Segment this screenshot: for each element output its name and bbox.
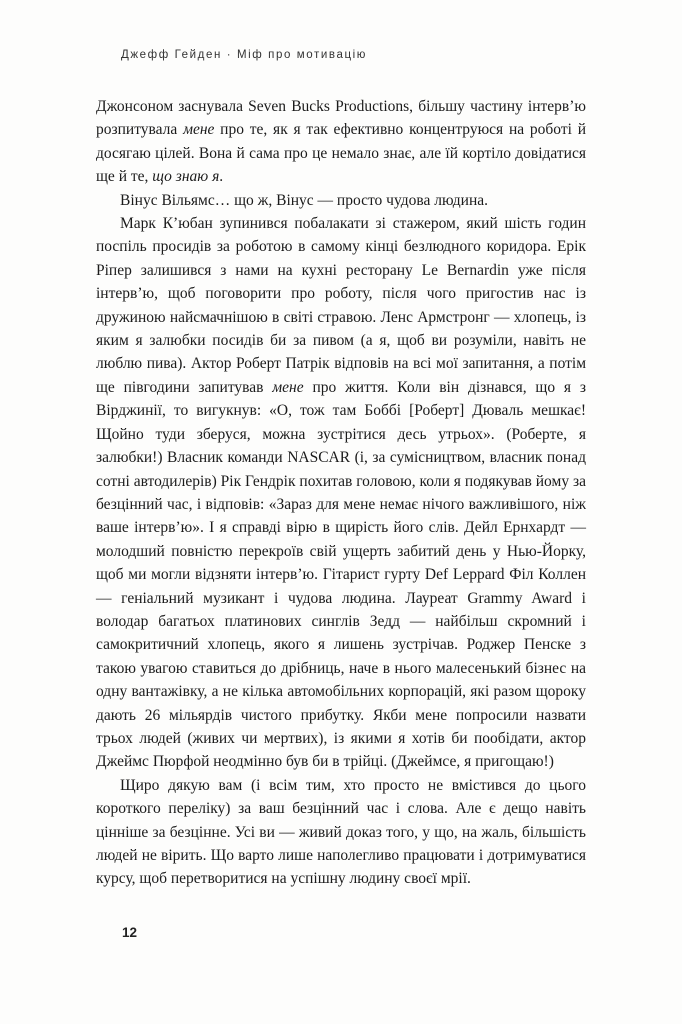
text-run: про те, як я так ефективно концентруюся на роботі й досягаю цілей. Вона й сама про це немало знає, але їй кортіло довідатися ще й те, xyxy=(96,121,586,186)
paragraph xyxy=(96,95,586,189)
text-run: Марк К’юбан зупинився побалакати зі стажером, який шість годин поспіль просидів за роботою в самому кінці безлюдного коридора. Ерік Ріпер залишився з нами на кухні ресторану Le Bernardin уже після інтерв’ю, щоб поговорити про роботу, після чого пригостив нас із дружиною найсмачнішою в світі стравою. Ленс Армстронг — хлопець, із яким я залюбки посидів би за пивом (а я, щоб ви розуміли, навіть не люблю пива). Актор Роберт Патрік відповів на всі мої запитання, а потім ще півгодини запитував xyxy=(96,215,586,396)
page-number-text: 12 xyxy=(122,925,138,940)
text-run: Щиро дякую вам (і всім тим, хто просто не вмістився до цього короткого переліку) за ваш безцінний час і слова. Але є дещо навіть цінніше за безцінне. Усі ви — живий доказ того, у що, на жаль, більшість людей не вірить. Що варто лише наполегливо працювати і дотримуватися курсу, щоб перетворитися на успішну людину своєї мрії. xyxy=(96,776,586,888)
text-run: Вінус Вільямс… що ж, Вінус — просто чудова людина. xyxy=(120,191,489,209)
italic-text-run: мене xyxy=(183,121,215,139)
text-run: . xyxy=(219,168,224,186)
italic-text-run: що знаю я xyxy=(152,168,220,186)
paragraph xyxy=(96,774,586,891)
running-header-text: Джефф Гейден · Міф про мотивацію xyxy=(121,49,368,61)
text-run: про життя. Коли він дізнався, що я з Вірджинії, то вигукнув: «О, тож там Боббі [Роберт] Дюваль мешкає! Щойно туди зберуся, можна зустрітися десь утрьох». (Роберте, я залюбки!) Власник команди NASCAR (і, за сумісництвом, власник понад сотні автодилерів) Рік Гендрік похитав головою, коли я подякував йому за безцінний час, і відповів: «Зараз для мене немає нічого важливішого, ніж ваше інтерв’ю». І я справді вірю в щирість його слів. Дейл Ернхардт — молодший повністю перекроїв свій ущерть забитий день у Нью-Йорку, щоб ми могли відзняти інтерв’ю. Гітарист гурту Def Leppard Філ Коллен — геніальний музикант і чудова людина. Лауреат Grammy Award і володар багатьох платинових синглів Зедд — найбільш скромний і самокритичний хлопець, якого я лишень зустрічав. Роджер Пенске з такою увагою ставиться до дрібниць, наче в нього малесенький бізнес на одну вантажівку, а не кілька автомобільних корпорацій, які разом щороку дають 26 мільярдів чистого прибутку. Якби мене попросили назвати трьох людей (живих чи мертвих), із якими я хотів би пообідати, актор Джеймс Пюрфой неодмінно був би в трійці. (Джеймсе, я пригощаю!) xyxy=(96,378,586,771)
running-header xyxy=(121,49,367,61)
paragraph xyxy=(96,189,586,212)
page-body xyxy=(96,95,586,891)
paragraph xyxy=(96,212,586,774)
text-run: Джонсоном заснувала Seven Bucks Productions, більшу частину інтерв’ю розпитувала xyxy=(96,98,586,139)
italic-text-run: мене xyxy=(272,378,304,396)
page-number xyxy=(122,925,137,940)
